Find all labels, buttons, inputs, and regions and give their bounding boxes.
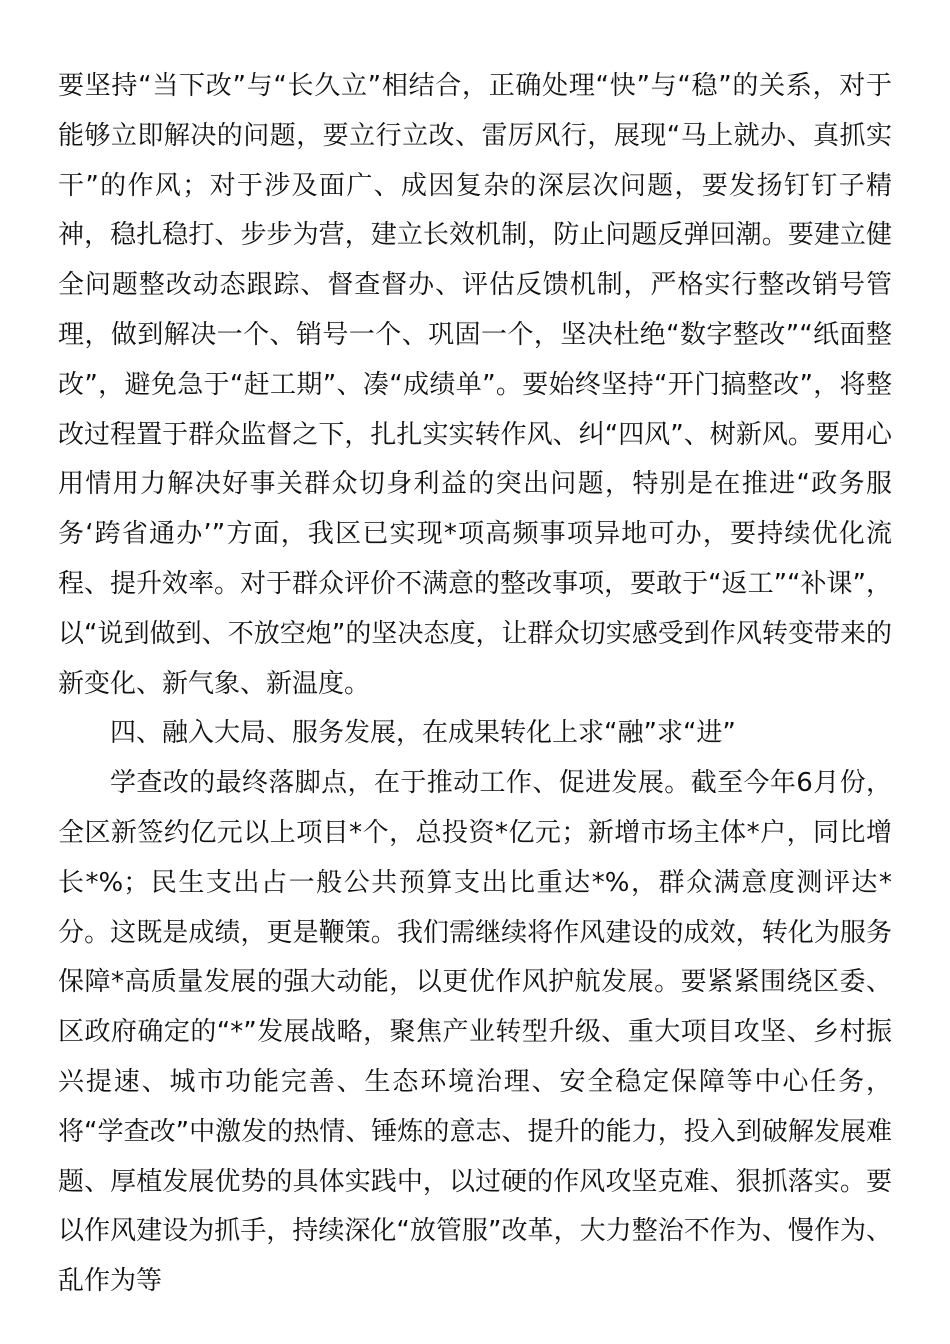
section-heading-4: 四、融入大局、服务发展，在成果转化上求“融”求“进”	[110, 718, 736, 749]
body-paragraph-1: 要坚持“当下改”与“长久立”相结合，正确处理“快”与“稳”的关系，对于能够立即解决的问题，要立行立改、雷厉风行，展现“马上就办、真抓实干”的作风；对于涉及面广、成因复杂的深层次问题，要发扬钉钉子精神，稳扎稳打、步步为营，建立长效机制，防止问题反弹回潮。要建立健全问题整改动态跟踪、督查督办、评估反馈机制，严格实行整改销号管理，做到解决一个、销号一个、巩固一个，坚决杜绝“数字整改”“纸面整改”，避免急于“赶工期”、凑“成绩单”。要始终坚持“开门搞整改”，将整改过程置于群众监督之下，扎扎实实转作风、纠“四风”、树新风。要用心用情用力解决好事关群众切身利益的突出问题，特别是在推进“政务服务‘跨省通办’”方面，我区已实现*项高频事项异地可办，要持续优化流程、提升效率。对于群众评价不满意的整改事项，要敢于“返工”“补课”，以“说到做到、不放空炮”的坚决态度，让群众切实感受到作风转变带来的新变化、新气象、新温度。	[58, 71, 892, 699]
body-paragraph-2: 学查改的最终落脚点，在于推动工作、促进发展。截至今年6月份，全区新签约亿元以上项目*个，总投资*亿元；新增市场主体*户，同比增长*%；民生支出占一般公共预算支出比重达*%，群众满意度测评达*分。这既是成绩，更是鞭策。我们需继续将作风建设的成效，转化为服务保障*高质量发展的强大动能，以更优作风护航发展。要紧紧围绕区委、区政府确定的“*”发展战略，聚焦产业转型升级、重大项目攻坚、乡村振兴提速、城市功能完善、生态环境治理、安全稳定保障等中心任务，将“学查改”中激发的热情、锤炼的意志、提升的能力，投入到破解发展难题、厚植发展优势的具体实践中，以过硬的作风攻坚克难、狠抓落实。要以作风建设为抓手，持续深化“放管服”改革，大力整治不作为、慢作为、乱作为等	[58, 768, 892, 1297]
document-page	[58, 62, 892, 1307]
